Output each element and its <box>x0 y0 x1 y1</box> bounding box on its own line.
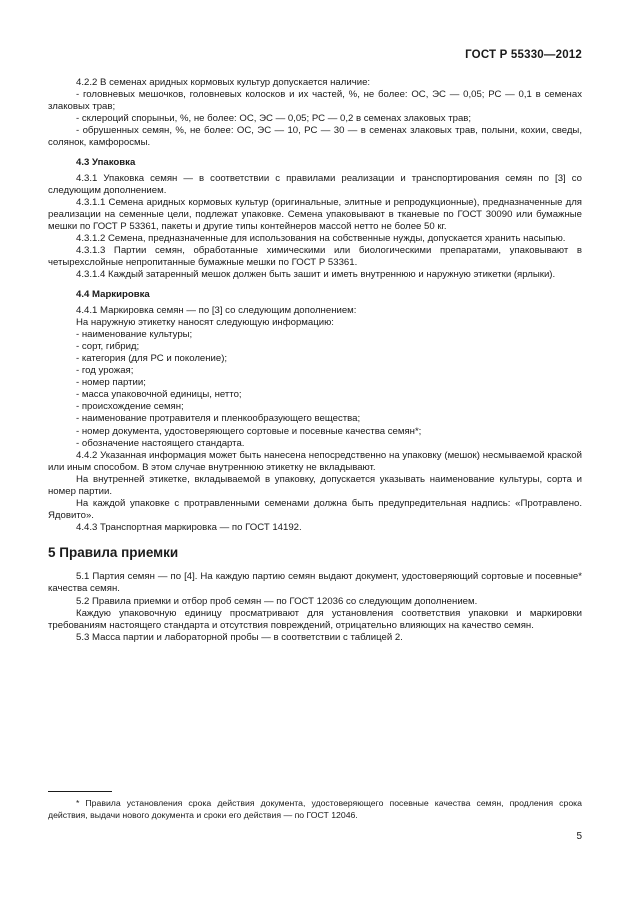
paragraph: 4.3.1.4 Каждый затаренный мешок должен быть зашит и иметь внутреннюю и наружную этикетки (ярлыки). <box>76 269 556 281</box>
list-item: - номер документа, удостоверяющего сортовые и посевные качества семян*; <box>76 425 422 437</box>
list-item: - год урожая; <box>76 365 134 377</box>
paragraph: 4.3.1.3 Партии семян, обработанные химическими или биологическими препаратами, упаковывают в четырехслойные непропитанные бумажные мешки по ГОСТ Р 53361. <box>48 245 582 269</box>
paragraph: 4.4.3 Транспортная маркировка — по ГОСТ 14192. <box>76 522 302 534</box>
paragraph: 4.3.1.2 Семена, предназначенные для использования на собственные нужды, допускается хранить насыпью. <box>76 233 566 245</box>
paragraph: 5.1 Партия семян — по [4]. На каждую партию семян выдают документ, удостоверяющий сортовые и посевные* качества семян. <box>48 571 582 595</box>
list-item: - масса упаковочной единицы, нетто; <box>76 389 242 401</box>
list-item: - категория (для РС и поколение); <box>76 352 228 364</box>
list-item: - сорт, гибрид; <box>76 340 140 352</box>
paragraph: 4.4.2 Указанная информация может быть нанесена непосредственно на упаковку (мешок) несмываемой краской или иным способом. В этом случае внутреннюю этикетку не вкладывают. <box>48 449 582 473</box>
standard-header: ГОСТ Р 55330—2012 <box>465 49 582 61</box>
paragraph: На внутренней этикетке, вкладываемой в упаковку, допускается указывать наименование культуры, сорта и номер партии. <box>48 473 582 497</box>
list-item: - происхождение семян; <box>76 401 184 413</box>
paragraph: На наружную этикетку наносят следующую информацию: <box>76 316 334 328</box>
footnote-divider <box>48 791 112 792</box>
list-item: - номер партии; <box>76 377 146 389</box>
page-number: 5 <box>576 831 582 842</box>
section-heading: 4.4 Маркировка <box>76 288 150 300</box>
list-item: - обозначение настоящего стандарта. <box>76 437 245 449</box>
list-item: - склероций спорыньи, %, не более: ОС, ЭС — 0,05; РС — 0,2 в семенах злаковых трав; <box>76 113 472 125</box>
paragraph: 5.3 Масса партии и лабораторной пробы — в соответствии с таблицей 2. <box>76 631 403 643</box>
list-item: - головневых мешочков, головневых колосков и их частей, %, не более: ОС, ЭС — 0,05; РС — 0,1 в семенах злаковых трав; <box>48 89 582 113</box>
footnote: * Правила установления срока действия документа, удостоверяющего посевные качества семян, продления срока действия, выдачи нового документа и сроки его действия — по ГОСТ 12046. <box>48 798 582 821</box>
paragraph: 4.2.2 В семенах аридных кормовых культур допускается наличие: <box>76 77 371 88</box>
paragraph: На каждой упаковке с протравленными семенами должна быть предупредительная надпись: «Протравлено. Ядовито». <box>48 498 582 522</box>
paragraph: 5.2 Правила приемки и отбор проб семян — по ГОСТ 12036 со следующим дополнением. <box>76 595 478 607</box>
section-heading: 4.3 Упаковка <box>76 156 136 168</box>
paragraph: 4.3.1 Упаковка семян — в соответствии с правилами реализации и транспортирования семян по [3] со следующим дополнением. <box>48 172 582 196</box>
paragraph: Каждую упаковочную единицу просматривают для установления соответствия упаковки и маркировки требованиям настоящего стандарта и отсутствия повреждений, отрицательно влияющих на качество семян. <box>48 607 582 631</box>
paragraph: 4.4.1 Маркировка семян — по [3] со следующим дополнением: <box>76 304 357 316</box>
paragraph: 4.3.1.1 Семена аридных кормовых культур (оригинальные, элитные и репродукционные), предназначенные для реализации на семенные цели, подлежат упаковке. Семена упаковывают в тканевые по ГОСТ 30090 или бумажные мешки по ГОСТ Р 53361, пакеты и другие типы контейнеров массой нетто не более 50 кг. <box>48 196 582 233</box>
chapter-heading: 5 Правила приемки <box>48 545 179 561</box>
list-item: - наименование протравителя и пленкообразующего вещества; <box>76 413 361 425</box>
list-item: - обрушенных семян, %, не более: ОС, ЭС — 10, РС — 30 — в семенах злаковых трав, полыни, кохии, сведы, солянок, камфоросмы. <box>48 125 582 149</box>
list-item: - наименование культуры; <box>76 328 193 340</box>
document-body <box>48 77 582 644</box>
